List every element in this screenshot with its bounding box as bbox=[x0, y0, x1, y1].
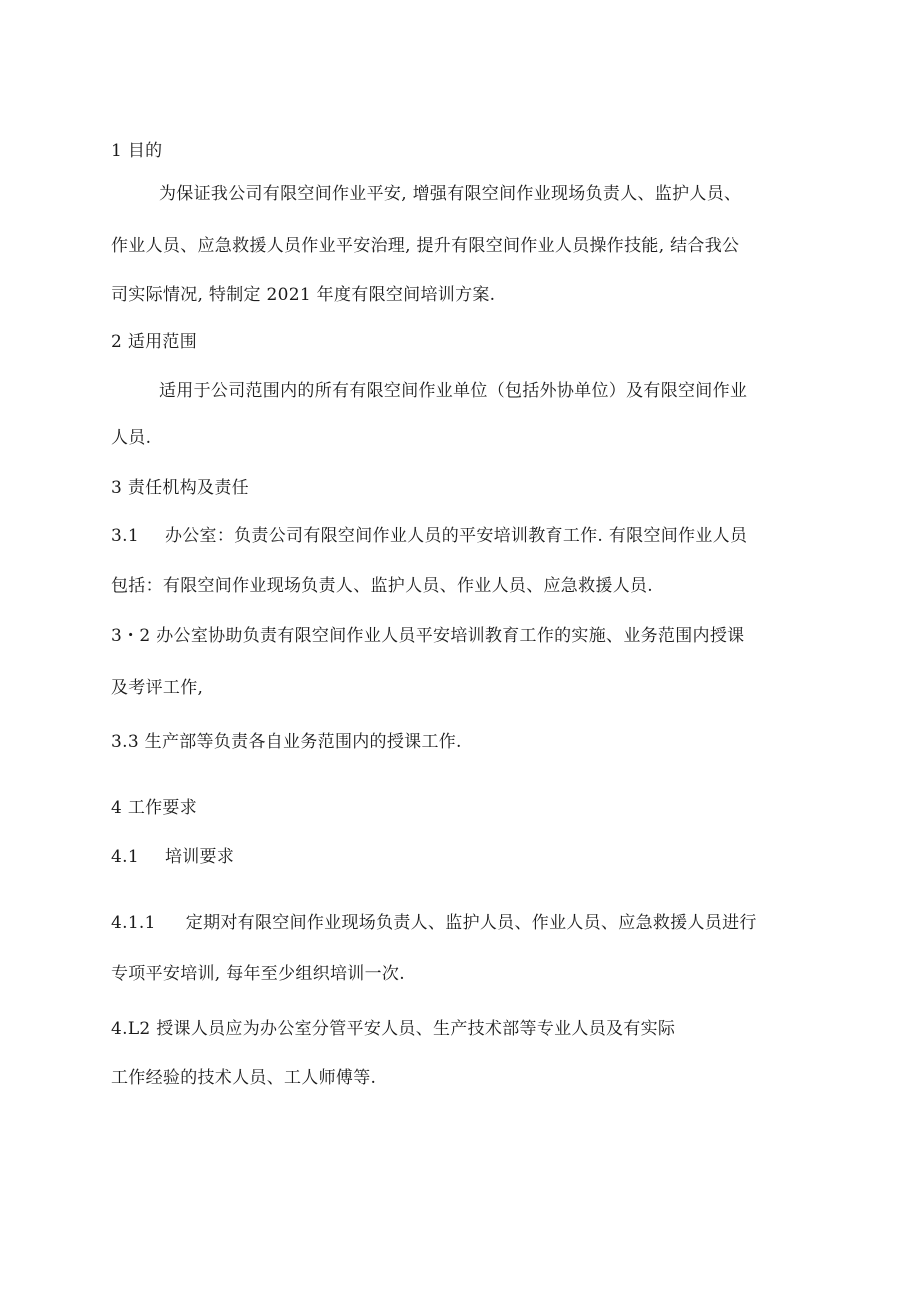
section-1-paragraph-line-3: 司实际情况, 特制定 2021 年度有限空间培训方案. bbox=[111, 285, 496, 305]
section-4-item-2: 4.L2 授课人员应为办公室分管平安人员、生产技术部等专业人员及有实际 bbox=[111, 1019, 676, 1039]
section-4-item-1-continuation: 专项平安培训, 每年至少组织培训一次. bbox=[111, 964, 405, 984]
section-3-item-3: 3.3 生产部等负责各自业务范围内的授课工作. bbox=[111, 732, 462, 752]
section-3-item-1-continuation: 包括：有限空间作业现场负责人、监护人员、作业人员、应急救援人员. bbox=[111, 576, 654, 596]
subheading-text: 培训要求 bbox=[164, 847, 235, 867]
section-1-paragraph-line-1: 为保证我公司有限空间作业平安, 增强有限空间作业现场负责人、监护人员、 bbox=[159, 184, 742, 204]
section-2-heading: 2 适用范围 bbox=[111, 332, 198, 352]
section-2-paragraph-line-1: 适用于公司范围内的所有有限空间作业单位（包括外协单位）及有限空间作业 bbox=[159, 381, 748, 401]
item-number: 4.1.1 bbox=[111, 913, 156, 933]
item-text: 定期对有限空间作业现场负责人、监护人员、作业人员、应急救援人员进行 bbox=[185, 913, 757, 933]
item-text: 办公室：负责公司有限空间作业人员的平安培训教育工作. 有限空间作业人员 bbox=[164, 526, 748, 546]
section-4-subheading bbox=[111, 845, 234, 869]
section-1-heading: 1 目的 bbox=[111, 141, 163, 161]
section-4-heading: 4 工作要求 bbox=[111, 798, 198, 818]
section-3-heading: 3 责任机构及责任 bbox=[111, 478, 249, 498]
section-3-item-1 bbox=[111, 524, 747, 548]
section-4-item-1 bbox=[111, 911, 757, 935]
subheading-number: 4.1 bbox=[111, 847, 139, 867]
section-4-item-2-continuation: 工作经验的技术人员、工人师傅等. bbox=[111, 1068, 377, 1088]
section-1-paragraph-line-2: 作业人员、应急救援人员作业平安治理, 提升有限空间作业人员操作技能, 结合我公 bbox=[111, 236, 740, 256]
item-number: 3.1 bbox=[111, 526, 139, 546]
section-2-paragraph-line-2: 人员. bbox=[111, 428, 152, 448]
section-3-item-2-continuation: 及考评工作, bbox=[111, 678, 204, 698]
section-3-item-2: 3・2 办公室协助负责有限空间作业人员平安培训教育工作的实施、业务范围内授课 bbox=[111, 626, 745, 646]
